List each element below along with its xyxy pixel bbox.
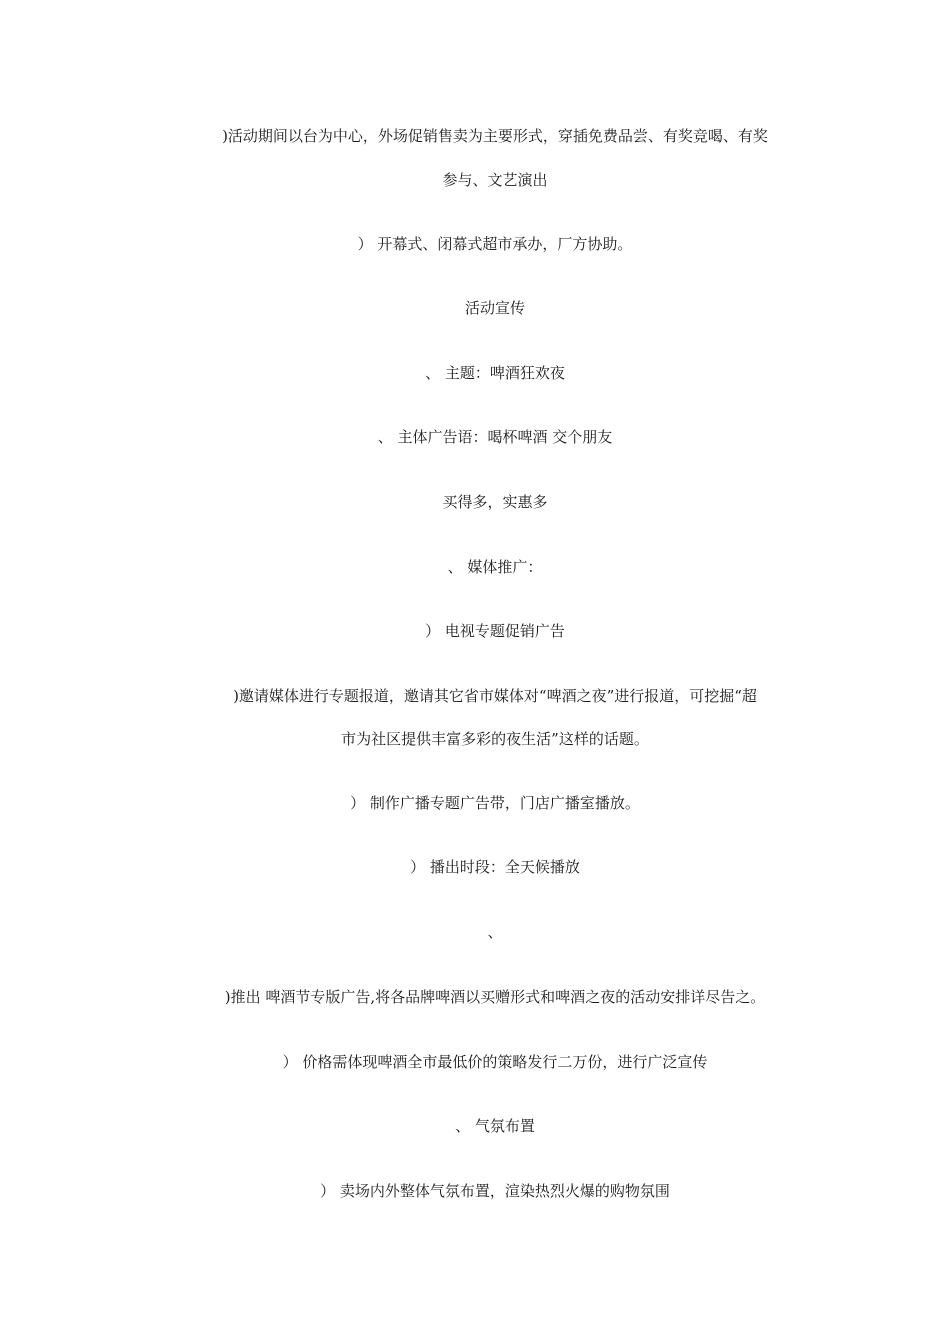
text-line: ） 卖场内外整体气氛布置，渲染热烈火爆的购物氛围 — [320, 1182, 670, 1200]
text-line: ） 播出时段：全天候播放 — [410, 858, 580, 876]
text-line: 、 主题：啤酒狂欢夜 — [425, 364, 565, 382]
text-line: 买得多，实惠多 — [442, 493, 548, 511]
text-line: 市为社区提供丰富多彩的夜生活”这样的话题。 — [341, 730, 649, 748]
text-line: )邀请媒体进行专题报道，邀请其它省市媒体对“啤酒之夜”进行报道，可挖掘“超 — [233, 687, 757, 705]
text-line: ） 制作广播专题广告带，门店广播室播放。 — [350, 794, 640, 812]
text-line: )推出 啤酒节专版广告,将各品牌啤酒以买赠形式和啤酒之夜的活动安排详尽告之。 — [224, 988, 766, 1006]
text-line: ） 价格需体现啤酒全市最低价的策略发行二万份，进行广泛宣传 — [282, 1053, 708, 1071]
text-line: 、 主体广告语：喝杯啤酒 交个朋友 — [377, 428, 613, 446]
text-line: ） 开幕式、闭幕式超市承办，厂方协助。 — [357, 235, 633, 253]
text-line: 、 媒体推广： — [447, 558, 543, 576]
text-line: )活动期间以台为中心，外场促销售卖为主要形式，穿插免费品尝、有奖竞喝、有奖 — [222, 127, 768, 145]
text-line: 、 — [487, 923, 503, 941]
text-line: 、 气氛布置 — [455, 1117, 535, 1135]
text-line: 参与、文艺演出 — [442, 171, 548, 189]
section-heading: 活动宣传 — [464, 299, 525, 317]
text-line: ） 电视专题促销广告 — [425, 622, 565, 640]
